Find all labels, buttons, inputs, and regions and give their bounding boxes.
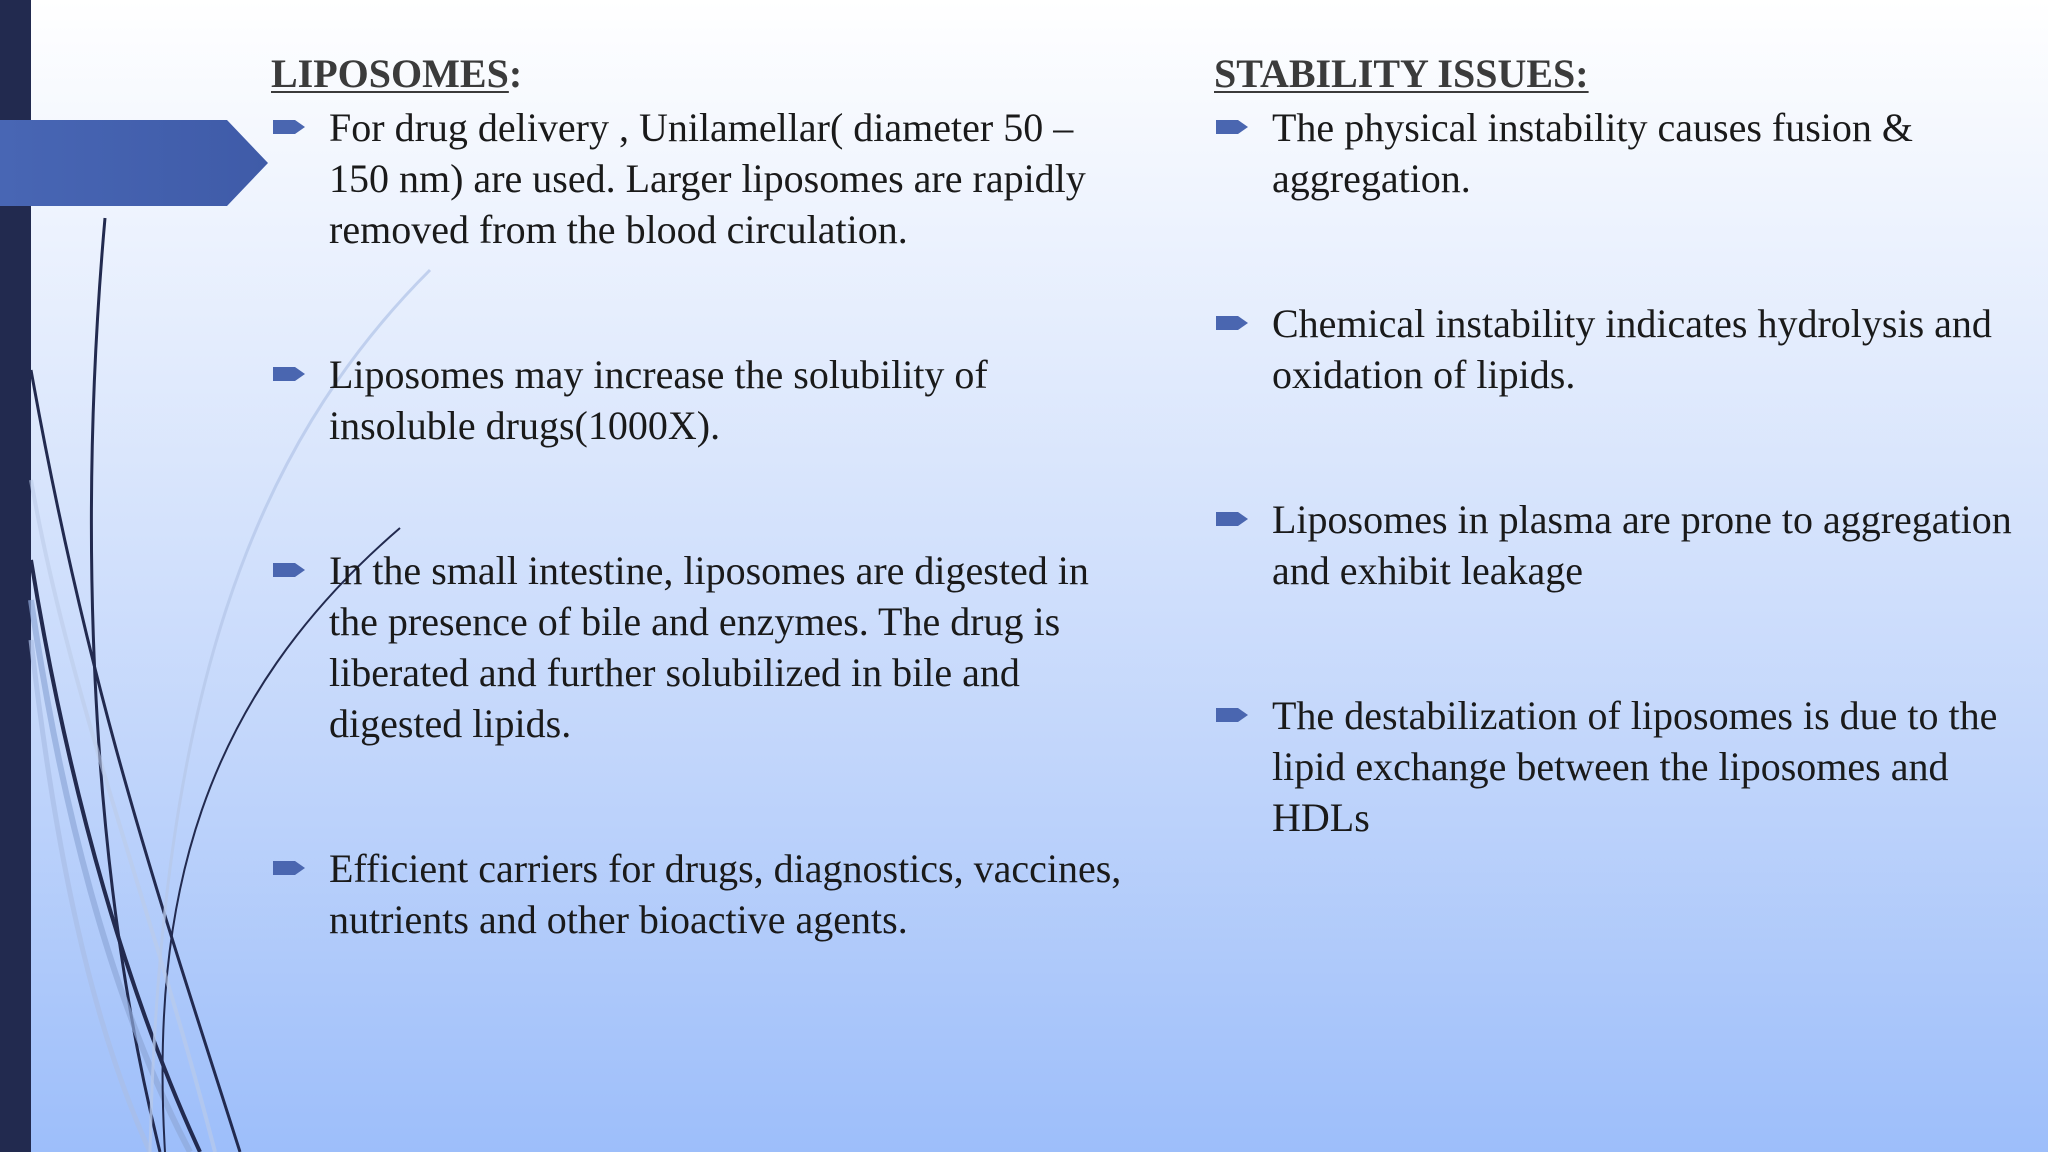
liposomes-heading-text: LIPOSOMES	[271, 51, 509, 96]
list-item-text: The destabilization of liposomes is due to the lipid exchange between the liposomes and HDLs	[1272, 693, 1998, 840]
list-item-text: Chemical instability indicates hydrolysis and oxidation of lipids.	[1272, 301, 1992, 397]
list-item-text: For drug delivery , Unilamellar( diameter 50 – 150 nm) are used. Larger liposomes are rapidly removed from the blood circulation.	[329, 105, 1086, 252]
list-item	[271, 843, 1131, 945]
arrow-bullet-icon	[1216, 117, 1250, 137]
list-item	[271, 349, 1131, 451]
list-item-text: In the small intestine, liposomes are digested in the presence of bile and enzymes. The drug is liberated and further solubilized in bile and digested lipids.	[329, 548, 1089, 746]
pointer-shape-decoration	[0, 120, 270, 206]
arrow-bullet-icon	[273, 364, 307, 384]
list-item-text: Liposomes in plasma are prone to aggregation and exhibit leakage	[1272, 497, 2012, 593]
list-item	[1214, 298, 2014, 400]
stability-issues-heading-text: STABILITY ISSUES:	[1214, 51, 1589, 96]
list-item	[1214, 494, 2014, 596]
list-item	[1214, 690, 2014, 843]
liposomes-heading-colon: :	[508, 51, 523, 96]
list-item-text: Efficient carriers for drugs, diagnostics, vaccines, nutrients and other bioactive agents.	[329, 846, 1122, 942]
liposomes-heading	[271, 48, 1131, 100]
arrow-bullet-icon	[1216, 313, 1250, 333]
arrow-bullet-icon	[273, 858, 307, 878]
arrow-bullet-icon	[273, 560, 307, 580]
stability-issues-column	[1214, 48, 2014, 843]
list-item	[1214, 102, 2014, 204]
list-item	[271, 545, 1131, 749]
stability-issues-heading	[1214, 48, 2014, 100]
arrow-bullet-icon	[273, 117, 307, 137]
list-item	[271, 102, 1131, 255]
list-item-text: Liposomes may increase the solubility of insoluble drugs(1000X).	[329, 352, 988, 448]
arrow-bullet-icon	[1216, 705, 1250, 725]
liposomes-column	[271, 48, 1131, 945]
arrow-bullet-icon	[1216, 509, 1250, 529]
list-item-text: The physical instability causes fusion & aggregation.	[1272, 105, 1913, 201]
